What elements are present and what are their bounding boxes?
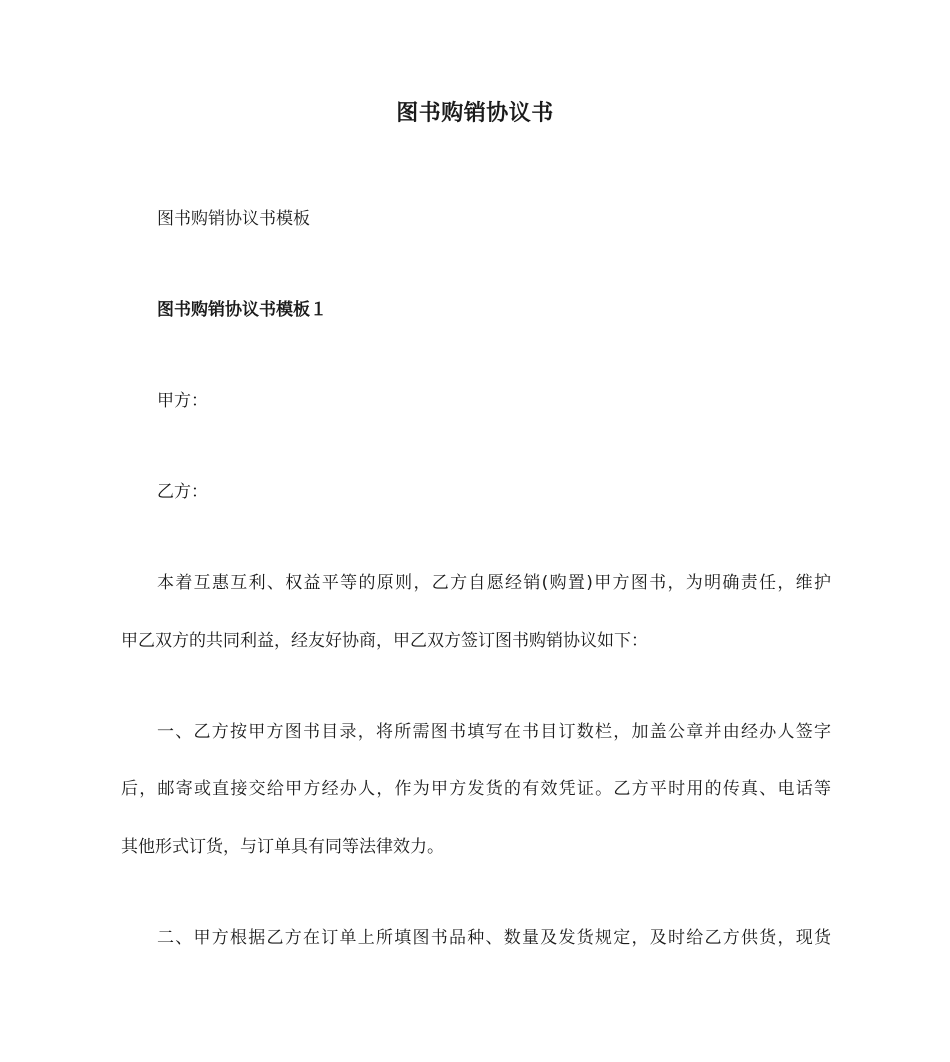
section-heading: 图书购销协议书模板１ [157, 300, 327, 320]
intro-paragraph-line: 甲乙双方的共同利益，经友好协商，甲乙双方签订图书购销协议如下： [121, 631, 648, 651]
document-title: 图书购销协议书 [396, 101, 554, 126]
intro-paragraph-line: 本着互惠互利、权益平等的原则，乙方自愿经销(购置)甲方图书，为明确责任，维护 [157, 573, 831, 593]
clause-1-line: 后，邮寄或直接交给甲方经办人，作为甲方发货的有效凭证。乙方平时用的传真、电话等 [121, 779, 831, 799]
clause-1-line: 其他形式订货，与订单具有同等法律效力。 [121, 837, 444, 857]
party-a-label: 甲方： [157, 391, 208, 411]
clause-2-line: 二、甲方根据乙方在订单上所填图书品种、数量及发货规定，及时给乙方供货，现货 [157, 928, 831, 948]
document-subtitle: 图书购销协议书模板 [157, 209, 310, 229]
clause-1-line: 一、乙方按甲方图书目录，将所需图书填写在书目订数栏，加盖公章并由经办人签字 [157, 722, 831, 742]
party-b-label: 乙方： [157, 482, 208, 502]
